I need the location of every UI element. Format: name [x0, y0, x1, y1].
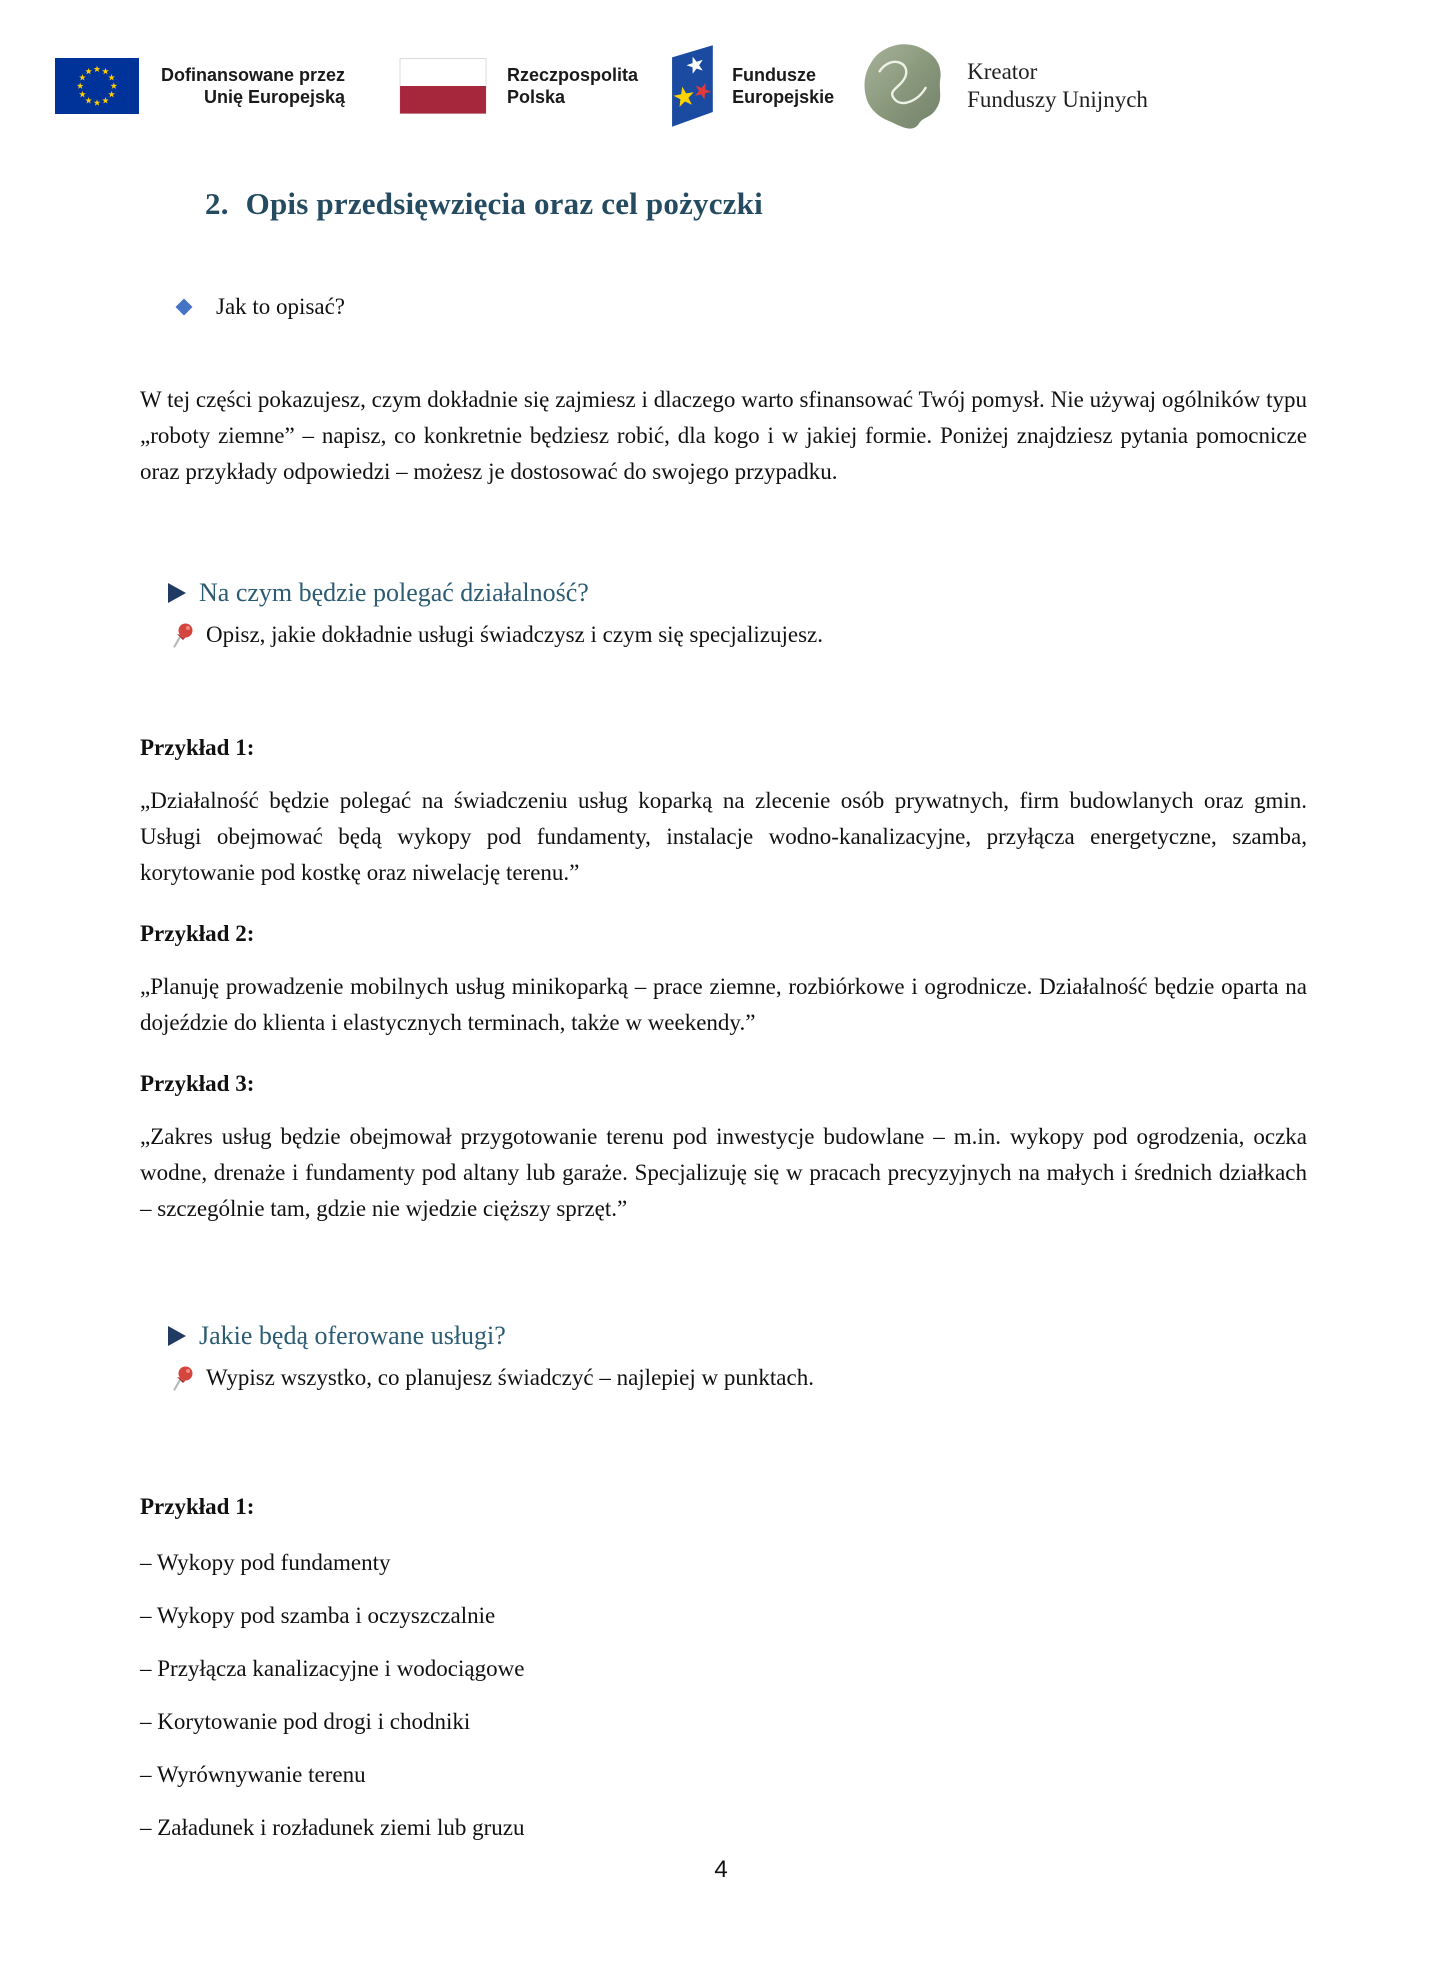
eu-funding-label-line1: Dofinansowane przez [161, 65, 346, 85]
services-list [140, 1548, 1307, 1843]
example-label: Przykład 1: [140, 1494, 255, 1519]
list-item: – Wykopy pod szamba i oczyszczalnie [140, 1603, 496, 1628]
poland-label-line1: Rzeczpospolita [507, 65, 639, 85]
list-item: – Załadunek i rozładunek ziemi lub gruzu [140, 1815, 525, 1840]
eu-funding-label-line2: Unię Europejską [203, 87, 346, 107]
fundusze-europejskie-label-line1: Fundusze [732, 65, 817, 85]
intro-paragraph: W tej części pokazujesz, czym dokładnie się zajmiesz i dlaczego warto sfinansować Twój pomysł. Nie używaj ogólników typu „roboty ziemne” – napisz, co konkretnie będziesz robić, dla kogo i w jakiej formie. Poniżej znajdziesz pytania pomocnicze oraz przykłady odpowiedzi – możesz je dostosować do swojego przypadku. [140, 387, 1307, 484]
fundusze-europejskie-label-line2: Europejskie [732, 87, 835, 107]
section-tip-dzialalnosc [140, 621, 1307, 649]
page-title-text: Opis przedsięwzięcia oraz cel pożyczki [245, 186, 763, 221]
poland-flag-icon [399, 58, 487, 114]
list-item: – Wykopy pod fundamenty [140, 1550, 391, 1575]
kreator-label-line2: Funduszy Unijnych [967, 87, 1148, 112]
fundusze-europejskie-icon [666, 42, 718, 130]
fundusze-europejskie-label [732, 64, 834, 108]
funding-logos-header [0, 0, 1442, 132]
arrow-right-icon [168, 1326, 186, 1346]
arrow-right-icon [168, 583, 186, 603]
section-heading-dzialalnosc [140, 578, 1307, 608]
kreator-label-line1: Kreator [967, 59, 1038, 84]
intro-question-text: Jak to opisać? [216, 294, 346, 319]
diamond-bullet-icon [176, 299, 193, 316]
example-text: „Planuję prowadzenie mobilnych usług minikoparką – prace ziemne, rozbiórkowe i ogrodnicze. Działalność będzie oparta na dojeździe do klienta i elastycznych terminach, także w weekendy.” [140, 974, 1307, 1035]
pushpin-icon [170, 621, 196, 649]
eu-funding-label [161, 64, 345, 108]
list-item: – Korytowanie pod drogi i chodniki [140, 1709, 471, 1734]
poland-label-line2: Polska [507, 87, 566, 107]
kreator-funduszy-badge [856, 40, 1148, 132]
example-label: Przykład 3: [140, 1071, 255, 1096]
example-label: Przykład 1: [140, 735, 255, 760]
section-tip-text: Wypisz wszystko, co planujesz świadczyć – najlepiej w punktach. [206, 1365, 814, 1390]
example-label: Przykład 2: [140, 921, 255, 946]
section-tip-text: Opisz, jakie dokładnie usługi świadczysz i czym się specjalizujesz. [206, 622, 823, 647]
example-text: „Zakres usług będzie obejmował przygotowanie terenu pod inwestycje budowlane – m.in. wykopy pod ogrodzenia, oczka wodne, drenaże i fundamenty pod altany lub garaże. Specjalizuję się w pracach precyzyjnych na małych i średnich działkach – szczególnie tam, gdzie nie wjedzie cięższy sprzęt.” [140, 1124, 1307, 1221]
page-title-number: 2. [205, 186, 229, 221]
example-text: „Działalność będzie polegać na świadczeniu usług koparką na zlecenie osób prywatnych, firm budowlanych oraz gmin. Usługi obejmować będą wykopy pod fundamenty, instalacje wodno-kanalizacyjne, przyłącza energetyczne, szamba, korytowanie pod kostkę oraz niwelację terenu.” [140, 788, 1307, 885]
poland-label [507, 64, 638, 108]
eu-funding-badge [53, 58, 345, 114]
eu-flag-icon [53, 58, 141, 114]
section-tip-uslugi [140, 1364, 1307, 1392]
fundusze-europejskie-badge [666, 42, 834, 130]
page-title [140, 186, 1307, 222]
list-item: – Wyrównywanie terenu [140, 1762, 366, 1787]
page-number: 4 [714, 1856, 728, 1883]
intro-question-bullet [140, 294, 1307, 320]
section-heading-text: Jakie będą oferowane usługi? [199, 1321, 506, 1350]
section-heading-uslugi [140, 1321, 1307, 1351]
poland-badge [399, 58, 638, 114]
kreator-logo-icon [856, 40, 951, 132]
section-heading-text: Na czym będzie polegać działalność? [199, 578, 589, 607]
pushpin-icon [170, 1364, 196, 1392]
list-item: – Przyłącza kanalizacyjne i wodociągowe [140, 1656, 525, 1681]
kreator-funduszy-label [967, 58, 1148, 114]
